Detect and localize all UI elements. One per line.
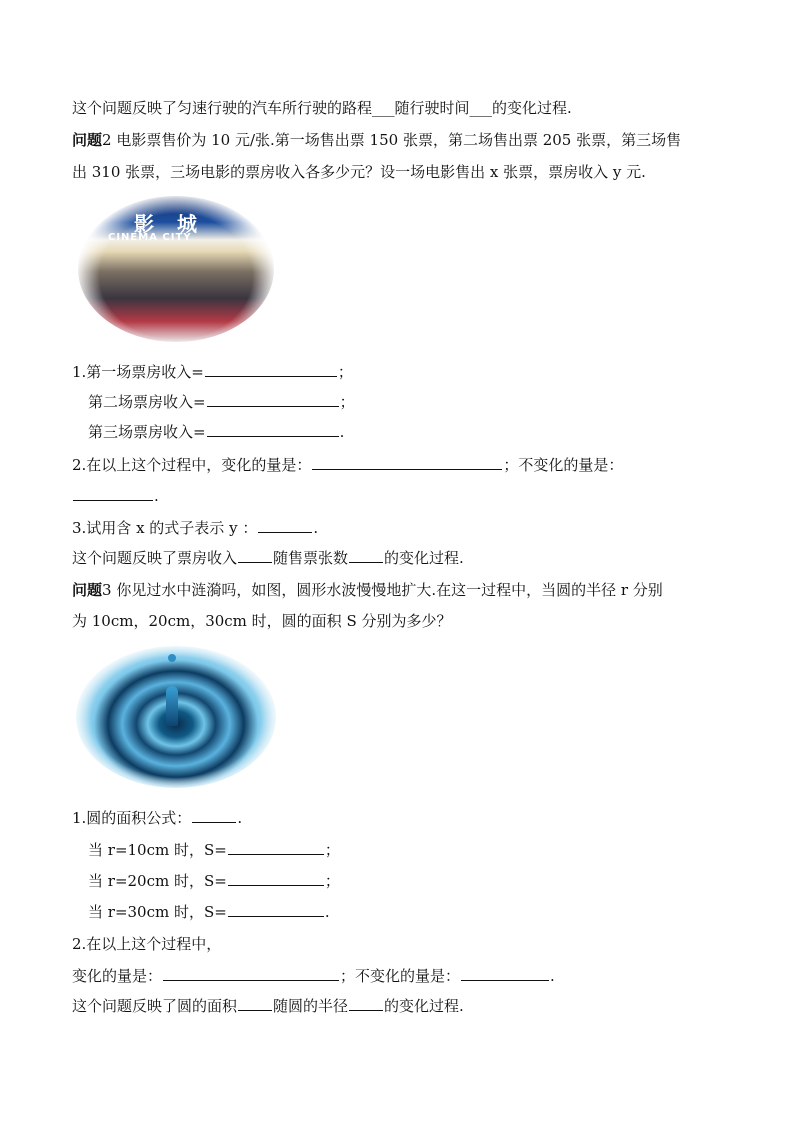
p2-q2	[72, 455, 623, 475]
problem2-line1	[72, 130, 681, 150]
water-ripple-image	[76, 646, 276, 788]
p3-q1	[72, 808, 242, 828]
punctuation: .	[324, 903, 330, 921]
p2-conclusion	[72, 548, 464, 568]
water-drop-icon	[168, 654, 176, 662]
p3-q1-label: 1.圆的面积公式：	[72, 809, 192, 827]
answer-blank[interactable]	[349, 548, 383, 563]
punctuation: ；	[337, 363, 353, 381]
p3-r20	[88, 871, 340, 891]
p2-q1-first-label: 1.第一场票房收入=	[72, 363, 204, 381]
punctuation: ；	[339, 393, 355, 411]
p2-q1-third	[88, 422, 344, 442]
answer-blank[interactable]	[205, 362, 337, 377]
punctuation: ；	[324, 841, 340, 859]
p3-r10	[88, 840, 340, 860]
p3-changing-label: 变化的量是：	[72, 967, 163, 985]
p2-q1-second-label: 第二场票房收入=	[88, 393, 206, 411]
p2-q3-label: 3.试用含 x 的式子表示 y ：	[72, 519, 258, 537]
answer-blank[interactable]	[163, 966, 339, 981]
cinema-sign-chinese: 影 城	[134, 212, 205, 236]
p3-r20-label: 当 r=20cm 时，S=	[88, 872, 227, 890]
answer-blank[interactable]	[349, 996, 383, 1011]
p3-conclusion-a: 这个问题反映了圆的面积	[72, 997, 238, 1015]
answer-blank[interactable]	[228, 871, 324, 886]
problem3-text1: 你见过水中涟漪吗，如图，圆形水波慢慢地扩大.在这一过程中，当圆的半径 r 分别	[111, 581, 663, 599]
punctuation: .	[339, 423, 345, 441]
problem3-number: 3	[102, 581, 112, 599]
p2-conclusion-b: 随售票张数	[273, 549, 349, 567]
p2-q3	[72, 518, 318, 538]
p3-r30-label: 当 r=30cm 时，S=	[88, 903, 227, 921]
p2-q1-third-label: 第三场票房收入=	[88, 423, 206, 441]
answer-blank[interactable]	[207, 422, 339, 437]
p3-q2-answers	[72, 966, 555, 986]
p3-r10-label: 当 r=10cm 时，S=	[88, 841, 227, 859]
problem2-line2: 出 310 张票，三场电影的票房收入各多少元？设一场电影售出 x 张票，票房收入 y 元.	[72, 163, 646, 181]
answer-blank[interactable]	[192, 808, 236, 823]
problem2-number: 2	[102, 131, 112, 149]
problem3-line1	[72, 580, 663, 600]
punctuation: ；	[324, 872, 340, 890]
problem3-label: 问题	[72, 581, 103, 599]
answer-blank[interactable]	[228, 902, 324, 917]
answer-blank[interactable]	[312, 455, 502, 470]
cinema-sign-english: CINEMA CITY	[108, 232, 192, 243]
p3-r30	[88, 902, 330, 922]
p3-q2: 2.在以上这个过程中，	[72, 935, 222, 953]
answer-blank[interactable]	[238, 996, 272, 1011]
p2-conclusion-c: 的变化过程.	[384, 549, 464, 567]
p3-conclusion-b: 随圆的半径	[273, 997, 349, 1015]
answer-blank[interactable]	[461, 966, 549, 981]
punctuation: .	[154, 487, 159, 505]
p3-unchanging-label: ；不变化的量是：	[340, 967, 461, 985]
p2-q2-label-b: ；不变化的量是：	[503, 456, 624, 474]
p2-q1-second	[88, 392, 355, 412]
p3-conclusion-c: 的变化过程.	[384, 997, 464, 1015]
p2-q2-cont	[72, 486, 159, 506]
punctuation: .	[237, 809, 243, 827]
problem2-label: 问题	[72, 131, 103, 149]
answer-blank[interactable]	[73, 486, 153, 501]
answer-blank[interactable]	[228, 840, 324, 855]
p3-conclusion	[72, 996, 464, 1016]
water-splash-icon	[166, 686, 178, 726]
problem2-text1: 电影票售价为 10 元/张.第一场售出票 150 张票，第二场售出票 205 张票，第三场售	[111, 131, 682, 149]
answer-blank[interactable]	[258, 518, 312, 533]
punctuation: .	[313, 519, 319, 537]
p2-q1-first	[72, 362, 353, 382]
p2-q2-label-a: 2.在以上这个过程中，变化的量是：	[72, 456, 312, 474]
intro-line: 这个问题反映了匀速行驶的汽车所行驶的路程___随行驶时间___的变化过程.	[72, 99, 572, 117]
problem3-line2: 为 10cm，20cm，30cm 时，圆的面积 S 分别为多少？	[72, 612, 452, 630]
answer-blank[interactable]	[207, 392, 339, 407]
answer-blank[interactable]	[238, 548, 272, 563]
p2-conclusion-a: 这个问题反映了票房收入	[72, 549, 238, 567]
punctuation: .	[550, 967, 555, 985]
cinema-crowd-image	[78, 196, 274, 342]
